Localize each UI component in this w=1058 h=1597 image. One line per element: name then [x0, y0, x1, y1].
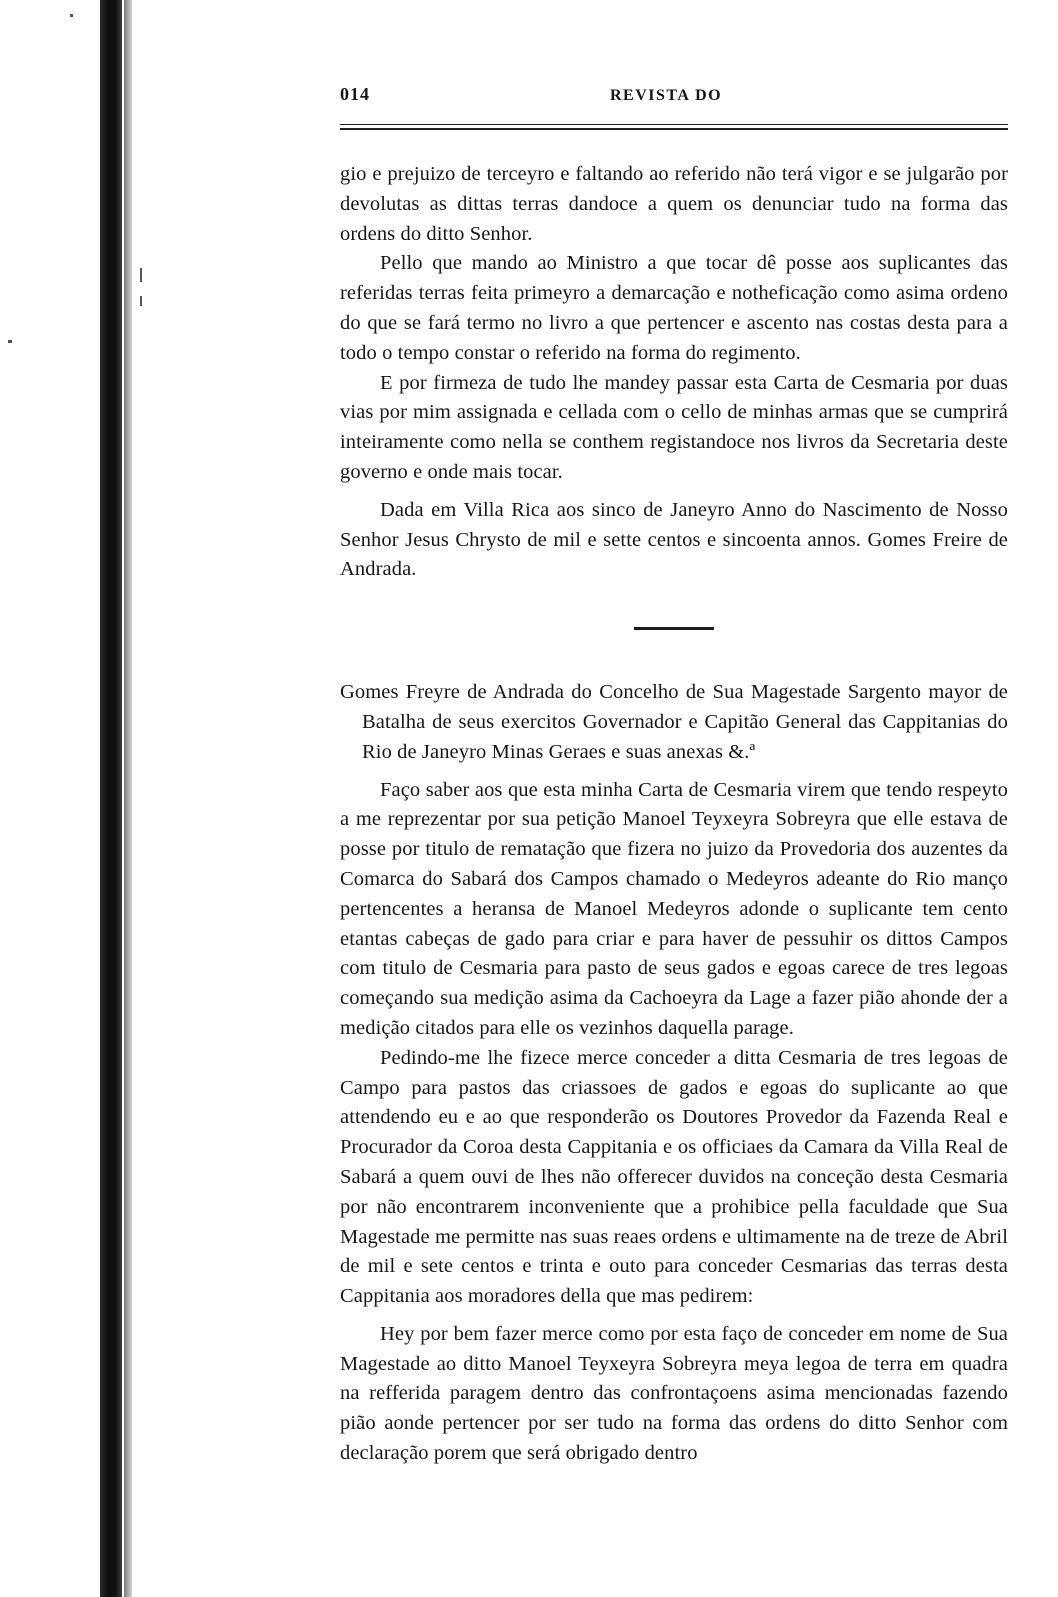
scan-speck — [70, 14, 73, 17]
scan-speck — [140, 296, 142, 306]
paragraph: Pello que mando ao Ministro a que tocar dê posse aos suplicantes das referidas terras feita primeyro a demarcação e notheficação como asima ordeno do que se fará termo no livro a que pertencer e ascento nas costas desta para a todo o tempo constar o referido na forma do regimento. — [340, 252, 1008, 364]
running-title: REVISTA DO — [610, 87, 723, 104]
binding-spine — [100, 0, 122, 1597]
paragraph: Hey por bem fazer merce como por esta faço de conceder em nome de Sua Magestade ao ditto Manoel Teyxeyra Sobreyra meya legoa de terra em quadra na refferida paragem dentro das confrontaçoens asima mencionadas fazendo pião aonde pertencer por ser tudo na forma das ordens do ditto Senhor com declaração porem que será obrigado dentro — [340, 1322, 1008, 1465]
paragraph: E por firmeza de tudo lhe mandey passar esta Carta de Cesmaria por duas vias por mim assignada e cellada com o cello de minhas armas que se cumprirá inteiramente como nella se conthem registandoce nos livros da Secretaria deste governo e onde mais tocar. — [340, 371, 1008, 483]
scan-speck — [140, 268, 142, 282]
section-2 — [340, 678, 1008, 1469]
section-1 — [340, 160, 1008, 585]
running-header — [340, 84, 1008, 124]
paragraph: Faço saber aos que esta minha Carta de Cesmaria virem que tendo respeyto a me reprezentar por sua petição Manoel Teyxeyra Sobreyra que elle estava de posse por titulo de rematação que fizera no juizo da Provedoria dos auzentes da Comarca do Sabará dos Campos chamado o Medeyros adeante do Rio manço pertencentes a heransa de Manoel Medeyros adonde o suplicante tem cento etantas cabeças de gado para criar e para haver de pessuhir os dittos Campos com titulo de Cesmaria para pasto de seus gados e egoas carece de tres legoas começando sua medição asima da Cachoeyra da Lage a fazer pião ahonde der a medição citados para elle os vezinhos daquella parage. — [340, 778, 1008, 1039]
document-heading: Gomes Freyre de Andrada do Concelho de Sua Magestade Sargento mayor de Batalha de seus exercitos Governador e Capitão General das Cappitanias do Rio de Janeyro Minas Geraes e suas anexas &.ª — [340, 681, 1008, 763]
scan-speck — [8, 340, 12, 343]
binding-edge — [124, 0, 132, 1597]
paragraph: Dada em Villa Rica aos sinco de Janeyro Anno do Nascimento de Nosso Senhor Jesus Chrysto de mil e sette centos e sincoenta annos. Gomes Freire de Andrada. — [340, 498, 1008, 581]
paragraph: gio e prejuizo de terceyro e faltando ao referido não terá vigor e se julgarão por devolutas as dittas terras dandoce a quem os denunciar tudo na forma das ordens do ditto Senhor. — [340, 163, 1008, 245]
page-number: 014 — [340, 84, 370, 104]
paragraph: Pedindo-me lhe fizece merce conceder a ditta Cesmaria de tres legoas de Campo para pastos das criassoes de gados e egoas do suplicante ao que attendendo eu e ao que responderão os Doutores Provedor da Fazenda Real e Procurador da Coroa desta Cappitania e os officiaes da Camara da Villa Real de Sabará a quem ouvi de lhes não offerecer duvidos na conceção desta Cesmaria por não encontrarem inconveniente que a prohibice pella faculdade que Sua Magestade me permitte nas suas reaes ordens e ultimamente na de treze de Abril de mil e sete centos e trinta e outo para conceder Cesmarias das terras desta Cappitania aos moradores della que mas pedirem: — [340, 1046, 1008, 1308]
section-separator — [634, 627, 714, 630]
book-binding-gutter — [0, 0, 140, 1597]
book-page — [340, 84, 1008, 1469]
header-rule — [340, 124, 1008, 130]
